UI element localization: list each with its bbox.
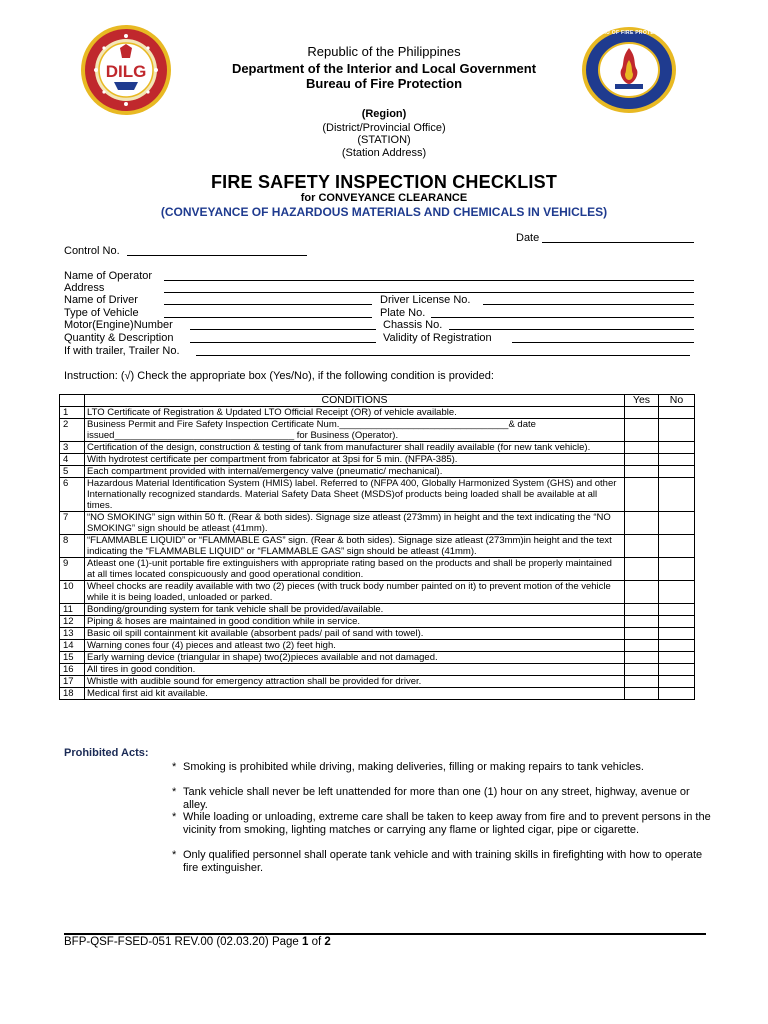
condition-text: Medical first aid kit available.: [85, 688, 625, 700]
driver-license-label: Driver License No.: [380, 294, 471, 306]
condition-text: “FLAMMABLE LIQUID” or “FLAMMABLE GAS” sign. (Rear & both sides). Signage size atleast (273mm)in height and the text indicating the “FLAMMABLE LIQUID” or “FLAMMABLE GAS” sign should be atleast (41mm).: [85, 535, 625, 558]
condition-text: “NO SMOKING” sign within 50 ft. (Rear & both sides). Signage size atleast (273mm) in height and the text indicating the “NO SMOKING” sign should be atleast (41mm).: [85, 512, 625, 535]
row-number: 18: [60, 688, 85, 700]
table-row: [60, 652, 695, 664]
motor-field[interactable]: [190, 329, 376, 330]
condition-text: With hydrotest certificate per compartment from fabricator at 3psi for 5 min. (NFPA-385).: [85, 454, 625, 466]
chassis-label: Chassis No.: [383, 319, 443, 331]
table-row: [60, 688, 695, 700]
prohibited-act-text: Tank vehicle shall never be left unattended for more than one (1) hour on any street, highway, avenue or alley.: [183, 786, 690, 811]
condition-text: All tires in good condition.: [85, 664, 625, 676]
department-heading: Department of the Interior and Local Government: [231, 61, 537, 76]
row-number: 12: [60, 616, 85, 628]
condition-text: Whistle with audible sound for emergency attraction shall be provided for driver.: [85, 676, 625, 688]
bfp-seal-text: BUREAU OF FIRE PROTECTION: [586, 30, 672, 36]
page-subtitle: for CONVEYANCE CLEARANCE: [300, 192, 468, 204]
prohibited-act-item: [172, 849, 712, 874]
yes-checkbox[interactable]: [625, 652, 659, 664]
yes-checkbox[interactable]: [625, 466, 659, 478]
condition-text: Wheel chocks are readily available with two (2) pieces (with truck body number painted on it) to prevent motion of the vehicle while it is being loaded, unloaded or parked.: [85, 581, 625, 604]
vehicle-type-label: Type of Vehicle: [64, 307, 139, 319]
yes-header: Yes: [625, 395, 659, 407]
no-checkbox[interactable]: [659, 664, 695, 676]
no-checkbox[interactable]: [659, 512, 695, 535]
address-field[interactable]: [164, 292, 694, 293]
no-checkbox[interactable]: [659, 640, 695, 652]
row-number: 11: [60, 604, 85, 616]
operator-field[interactable]: [164, 280, 694, 281]
no-header: No: [659, 395, 695, 407]
bullet-asterisk: *: [172, 761, 177, 773]
yes-checkbox[interactable]: [625, 664, 659, 676]
no-checkbox[interactable]: [659, 628, 695, 640]
no-checkbox[interactable]: [659, 454, 695, 466]
row-number: 15: [60, 652, 85, 664]
no-checkbox[interactable]: [659, 442, 695, 454]
table-header-row: [60, 395, 695, 407]
yes-checkbox[interactable]: [625, 688, 659, 700]
row-number: 9: [60, 558, 85, 581]
page-total: 2: [324, 936, 331, 948]
yes-checkbox[interactable]: [625, 558, 659, 581]
table-row: [60, 604, 695, 616]
district-label: (District/Provincial Office): [322, 122, 446, 134]
no-checkbox[interactable]: [659, 652, 695, 664]
condition-text: Bonding/grounding system for tank vehicle shall be provided/available.: [85, 604, 625, 616]
driver-field[interactable]: [164, 304, 372, 305]
table-row: [60, 628, 695, 640]
table-row: [60, 419, 695, 442]
no-checkbox[interactable]: [659, 466, 695, 478]
no-checkbox[interactable]: [659, 419, 695, 442]
instruction-text: Instruction: (√) Check the appropriate box (Yes/No), if the following condition is provided:: [64, 370, 494, 382]
page-of: of: [308, 936, 325, 948]
table-row: [60, 512, 695, 535]
yes-checkbox[interactable]: [625, 442, 659, 454]
table-row: [60, 581, 695, 604]
trailer-field[interactable]: [196, 355, 690, 356]
prohibited-act-text: Only qualified personnel shall operate tank vehicle and with training skills in firefighting with how to operate fire extinguisher.: [183, 849, 703, 874]
row-number: 5: [60, 466, 85, 478]
no-checkbox[interactable]: [659, 581, 695, 604]
prohibited-act-item: [172, 761, 712, 774]
condition-text: Business Permit and Fire Safety Inspection Certificate Num.________________________________& date issued__________________________________ for Business (Operator).: [85, 419, 625, 442]
row-number: 13: [60, 628, 85, 640]
yes-checkbox[interactable]: [625, 628, 659, 640]
chassis-field[interactable]: [449, 329, 694, 330]
address-label: Address: [64, 282, 105, 294]
condition-text: Hazardous Material Identification System (HMIS) label. Referred to (NFPA 400, Globally Harmonized System (GHS) and other Internationally recognized standards. Material Safety Data Sheet (MSDS)of products being loaded shall be available at all times.: [85, 478, 625, 512]
yes-checkbox[interactable]: [625, 640, 659, 652]
table-row: [60, 558, 695, 581]
yes-checkbox[interactable]: [625, 616, 659, 628]
condition-text: Piping & hoses are maintained in good condition while in service.: [85, 616, 625, 628]
dilg-seal-text: DILG: [105, 62, 147, 81]
prohibited-act-item: [172, 786, 712, 811]
checklist-table: [59, 394, 695, 700]
yes-checkbox[interactable]: [625, 478, 659, 512]
row-number: 3: [60, 442, 85, 454]
yes-checkbox[interactable]: [625, 454, 659, 466]
validity-label: Validity of Registration: [383, 332, 492, 344]
condition-text: Basic oil spill containment kit available (absorbent pads/ pail of sand with towel).: [85, 628, 625, 640]
row-number: 16: [60, 664, 85, 676]
number-header: [60, 395, 85, 407]
page-subtitle-scope: (CONVEYANCE OF HAZARDOUS MATERIALS AND CHEMICALS IN VEHICLES): [160, 205, 608, 219]
condition-text: LTO Certificate of Registration & Updated LTO Official Receipt (OR) of vehicle available.: [85, 407, 625, 419]
footer: [64, 936, 331, 948]
row-number: 4: [60, 454, 85, 466]
row-number: 17: [60, 676, 85, 688]
no-checkbox[interactable]: [659, 407, 695, 419]
no-checkbox[interactable]: [659, 558, 695, 581]
prohibited-act-text: Smoking is prohibited while driving, making deliveries, filling or making repairs to tank vehicles.: [183, 761, 644, 773]
bureau-heading: Bureau of Fire Protection: [305, 76, 463, 91]
table-row: [60, 664, 695, 676]
quantity-field[interactable]: [190, 342, 376, 343]
condition-text: Early warning device (triangular in shape) two(2)pieces available and not damaged.: [85, 652, 625, 664]
region-label: (Region): [361, 108, 407, 120]
condition-text: Atleast one (1)-unit portable fire extinguishers with appropriate rating based on the products and shall be properly maintained at all times located conspicuously and good operational condition.: [85, 558, 625, 581]
validity-field[interactable]: [512, 342, 694, 343]
row-number: 1: [60, 407, 85, 419]
yes-checkbox[interactable]: [625, 407, 659, 419]
table-row: [60, 442, 695, 454]
row-number: 8: [60, 535, 85, 558]
motor-label: Motor(Engine)Number: [64, 319, 173, 331]
table-row: [60, 466, 695, 478]
yes-checkbox[interactable]: [625, 676, 659, 688]
no-checkbox[interactable]: [659, 604, 695, 616]
no-checkbox[interactable]: [659, 676, 695, 688]
republic-heading: Republic of the Philippines: [307, 44, 461, 59]
yes-checkbox[interactable]: [625, 535, 659, 558]
driver-label: Name of Driver: [64, 294, 138, 306]
table-row: [60, 454, 695, 466]
form-code: BFP-QSF-FSED-051 REV.00 (02.03.20) Page: [64, 936, 302, 948]
trailer-label: If with trailer, Trailer No.: [64, 345, 180, 357]
plate-label: Plate No.: [380, 307, 426, 319]
condition-text: Warning cones four (4) pieces and atleast two (2) feet high.: [85, 640, 625, 652]
row-number: 2: [60, 419, 85, 442]
row-number: 10: [60, 581, 85, 604]
driver-license-field[interactable]: [483, 304, 694, 305]
table-row: [60, 616, 695, 628]
date-label: Date: [516, 232, 540, 244]
no-checkbox[interactable]: [659, 478, 695, 512]
quantity-label: Quantity & Description: [64, 332, 174, 344]
row-number: 6: [60, 478, 85, 512]
bullet-asterisk: *: [172, 786, 177, 798]
table-row: [60, 640, 695, 652]
no-checkbox[interactable]: [659, 535, 695, 558]
station-address-label: (Station Address): [341, 147, 427, 159]
condition-text: Certification of the design, construction & testing of tank from manufacturer shall readily available (for new tank vehicle).: [85, 442, 625, 454]
page-number: 1: [302, 936, 309, 948]
row-number: 14: [60, 640, 85, 652]
table-row: [60, 535, 695, 558]
control-no-label: Control No.: [64, 245, 120, 257]
prohibited-acts-heading: Prohibited Acts:: [64, 747, 149, 759]
plate-field[interactable]: [431, 317, 694, 318]
table-row: [60, 478, 695, 512]
vehicle-type-field[interactable]: [164, 317, 372, 318]
page-title: FIRE SAFETY INSPECTION CHECKLIST: [210, 172, 558, 192]
yes-checkbox[interactable]: [625, 419, 659, 442]
footer-divider: [64, 933, 706, 935]
control-no-field[interactable]: [127, 255, 307, 256]
yes-checkbox[interactable]: [625, 604, 659, 616]
prohibited-act-item: [172, 811, 712, 836]
bullet-asterisk: *: [172, 849, 177, 861]
table-row: [60, 407, 695, 419]
condition-text: Each compartment provided with internal/emergency valve (pneumatic/ mechanical).: [85, 466, 625, 478]
date-field[interactable]: [542, 242, 694, 243]
no-checkbox[interactable]: [659, 616, 695, 628]
conditions-header: CONDITIONS: [85, 395, 625, 407]
prohibited-act-text: While loading or unloading, extreme care shall be taken to keep away from fire and to prevent persons in the vicinity from smoking, lighting matches or carrying any flame or lighted cigar, pipe or cigarette.: [183, 811, 711, 836]
yes-checkbox[interactable]: [625, 581, 659, 604]
yes-checkbox[interactable]: [625, 512, 659, 535]
table-row: [60, 676, 695, 688]
operator-label: Name of Operator: [64, 270, 153, 282]
row-number: 7: [60, 512, 85, 535]
bullet-asterisk: *: [172, 811, 177, 823]
no-checkbox[interactable]: [659, 688, 695, 700]
station-label: (STATION): [357, 134, 411, 146]
